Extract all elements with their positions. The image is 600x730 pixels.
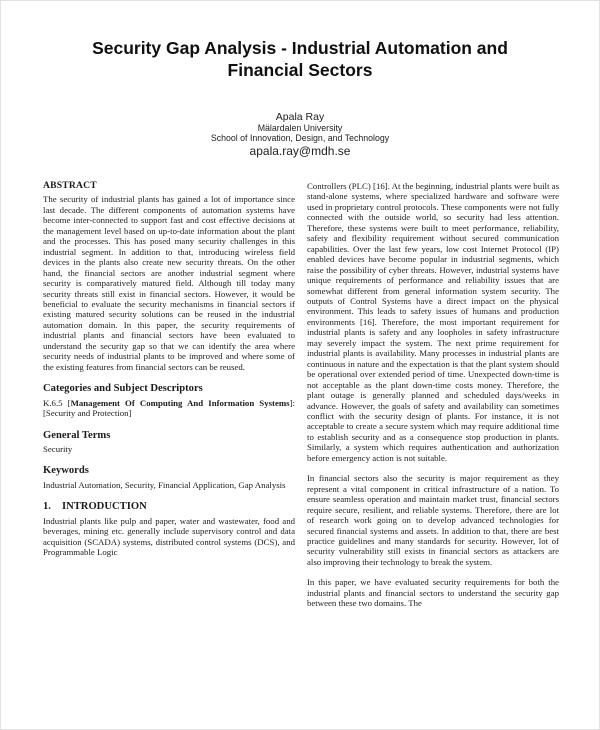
abstract-heading: ABSTRACT bbox=[43, 180, 97, 191]
column-right bbox=[307, 181, 559, 609]
introduction-heading-label: INTRODUCTION bbox=[61, 501, 147, 513]
categories-heading: Categories and Subject Descriptors bbox=[43, 383, 203, 395]
categories-code: K.6.5 [ bbox=[43, 397, 71, 408]
introduction-text: Industrial plants like pulp and paper, water and wastewater, food and beverages, mining etc. generally include supervisory control and data acquisition (SCADA) systems, distributed control systems (DCS), and Programmable Logic bbox=[43, 515, 295, 558]
categories-text bbox=[43, 398, 295, 419]
paper-title bbox=[1, 37, 599, 81]
keywords-text: Industrial Automation, Security, Financial Application, Gap Analysis bbox=[43, 479, 286, 490]
abstract-text: The security of industrial plants has gained a lot of importance since last decade. The different components of automation systems have become inter-connected to support fast and cost effective decisions at the management level based on up-to-date information about the plant and the processes. This has posed many security challenges in this industrial segment. In addition to that, introducing wireless field devices in the plants also create new security threats. On the other hand, the financial sectors are another industrial segment where security is comparatively matured field. Although till today many security threats still exist in financial sectors. However, it would be beneficial to evaluate the security mechanisms in financial sectors if existing matured security solutions can be reused in the industrial automation domain. In this paper, the security requirements of industrial plants and financial sectors have been evaluated to understand the security gap so that we can identify the area where security needs of industrial plants to be improved and where some of the existing features from financial sectors can be reused. bbox=[43, 194, 295, 372]
author-department: School of Innovation, Design, and Technology bbox=[210, 133, 390, 143]
two-column-body bbox=[43, 181, 559, 609]
body-paragraph: In financial sectors also the security is major requirement as they represent a vital component in critical infrastructure of a nation. To ensure seamless operation and maintain market trust, financial sectors require secure, resilient, and reliable systems. Therefore, there are lot of research work going on to develop advanced technologies for secured financial systems and assets. In addition to that, there are best practice guidelines and many standards for security. However, lot of security vulnerability still exists in financial sectors as attackers are also improving their technology to break the system. bbox=[307, 473, 559, 567]
body-paragraph: In this paper, we have evaluated security requirements for both the industrial plants and financial sectors to understand the security gap between these two domains. The bbox=[307, 577, 559, 609]
introduction-heading bbox=[43, 502, 295, 512]
paper-title-line1: Security Gap Analysis - Industrial Automation and bbox=[92, 38, 508, 58]
column-left bbox=[43, 181, 295, 609]
author-block bbox=[1, 111, 599, 158]
categories-rest: ]: [Security and Protection] bbox=[43, 397, 295, 419]
general-terms-text: Security bbox=[43, 443, 73, 454]
categories-bold-part: Management Of Computing And Information Systems bbox=[70, 397, 290, 408]
paper-title-line2: Financial Sectors bbox=[227, 60, 373, 80]
author-affiliation: Mälardalen University bbox=[257, 123, 343, 133]
introduction-section-number: 1. bbox=[43, 501, 51, 513]
body-paragraph: Controllers (PLC) [16]. At the beginning, industrial plants were built as stand-alone systems, where specialized hardware and software were used in proprietary control protocols. These components were not fully connected with the outside world, so security had less attention. Therefore, these systems were built to meet performance, reliability, safety and flexibility requirement without secured communication capabilities. Over the last few years, low cost Internet Protocol (IP) enabled devices have become popular in industrial segments, which raise the possibility of cyber threats. However, industrial systems have unique requirements of performance and reliability issues that are somewhat different from general information system security. The outputs of Control Systems have a direct impact on the physical environment. This leads to safety issues of humans and production environments [16]. Therefore, the most important requirement for industrial plants is safety and any loopholes in safety infrastructure may severely impact the system. The next prime requirement for industrial plants is availability. Many processes in industrial plants are continuous in nature and the expectation is that the plant system should be operational over extended period of time. Unexpected down-time is not acceptable as the plant down-time costs money. Therefore, the plant outage is generally planned and scheduled days/weeks in advance. However, the goals of safety and availability can sometimes conflict with the security design of plants. For instance, it is not acceptable to create a secure system which may require additional time to establish security and as a consequence stop production in plants. Similarly, a system which requires authentication and authorization before emergency action is not suitable. bbox=[307, 181, 559, 463]
author-name: Apala Ray bbox=[275, 111, 325, 123]
general-terms-heading: General Terms bbox=[43, 429, 111, 441]
keywords-heading: Keywords bbox=[43, 465, 89, 477]
author-email: apala.ray@mdh.se bbox=[249, 144, 351, 158]
